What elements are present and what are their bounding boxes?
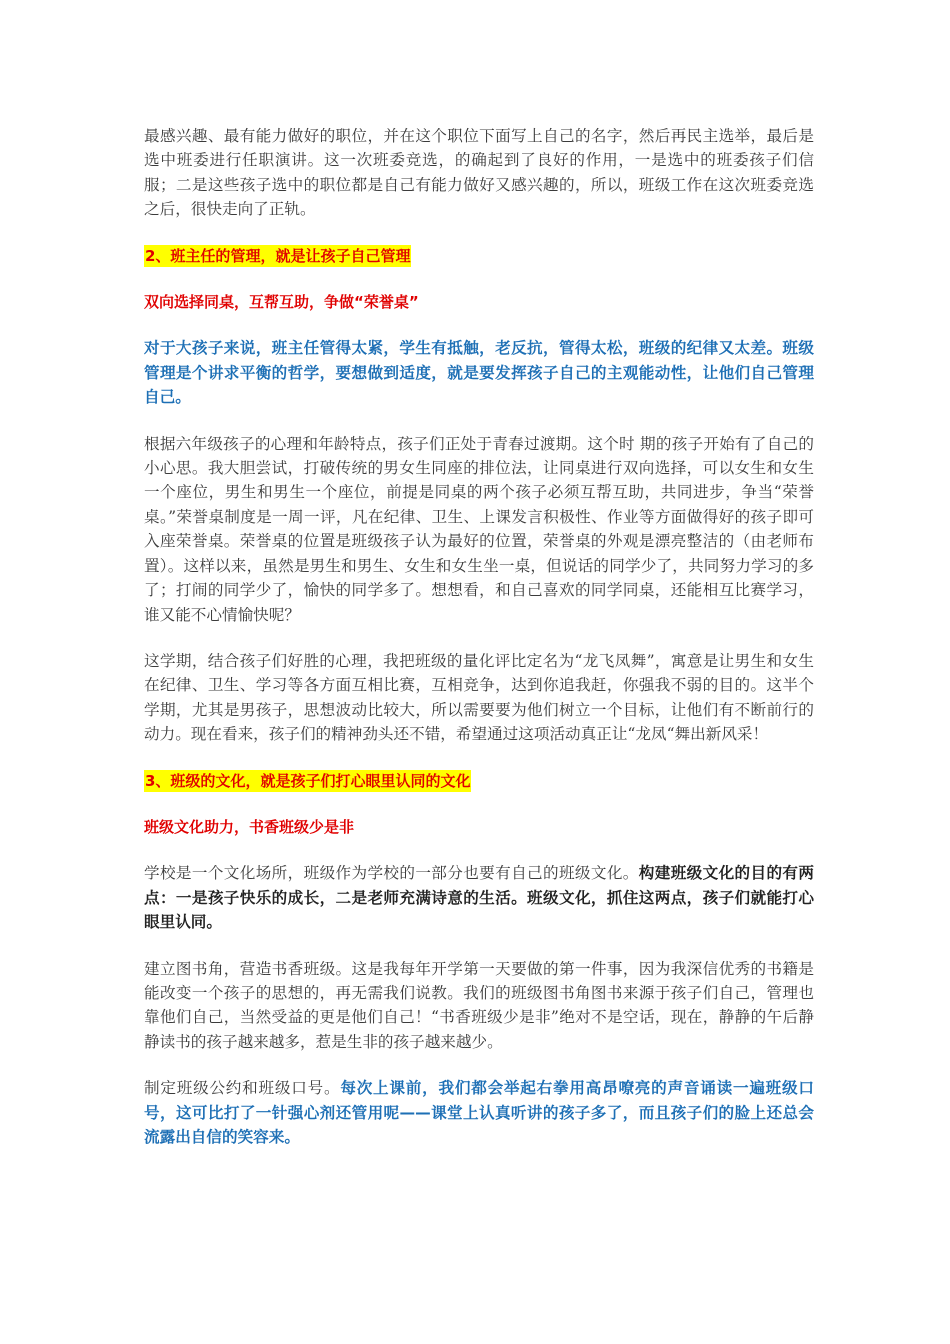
section-3-subheading-wrap	[144, 815, 814, 839]
paragraph-class-culture	[144, 861, 814, 934]
class-culture-plain-text: 学校是一个文化场所，班级作为学校的一部分也要有自己的班级文化。	[144, 864, 639, 883]
section-2-heading-wrap	[144, 244, 814, 268]
class-slogan-plain-text: 制定班级公约和班级口号。	[144, 1079, 341, 1098]
paragraph-dragon-phoenix: 这学期，结合孩子们好胜的心理，我把班级的量化评比定名为“龙飞凤舞”，寓意是让男生和女生在纪律、卫生、学习等各方面互相比赛，互相竞争，达到你追我赶，你强我不弱的目的。这半个学期，尤其是男孩子，思想波动比较大，所以需要要为他们树立一个目标，让他们有不断前行的动力。现在看来，孩子们的精神劲头还不错，希望通过这项活动真正让“龙凤“舞出新风采！	[144, 651, 814, 744]
paragraph-honor-desk: 根据六年级孩子的心理和年龄特点，孩子们正处于青春过渡期。这个时 期的孩子开始有了自己的小心思。我大胆尝试，打破传统的男女生同座的排位法，让同桌进行双向选择，可以女生和女生一个座位，男生和男生一个座位，前提是同桌的两个孩子必须互帮互助，共同进步，争当“荣誉桌。”荣誉桌制度是一周一评，凡在纪律、卫生、上课发言积极性、作业等方面做得好的孩子即可入座荣誉桌。荣誉桌的位置是班级孩子认为最好的位置，荣誉桌的外观是漂亮整洁的（由老师布置）。这样以来，虽然是男生和男生、女生和女生坐一桌，但说话的同学少了，共同努力学习的多了；打闹的同学少了，愉快的同学多了。想想看，和自己喜欢的同学同桌，还能相互比赛学习，谁又能不心情愉快呢？	[144, 434, 814, 624]
document-body	[144, 124, 814, 1171]
section-3-subheading: 班级文化助力，书香班级少是非	[144, 817, 355, 836]
paragraph-management-philosophy: 对于大孩子来说，班主任管得太紧，学生有抵触，老反抗，管得太松，班级的纪律又太差。班级管理是个讲求平衡的哲学，要想做到适度，就是要发挥孩子自己的主观能动性，让他们自己管理自己。	[144, 339, 814, 407]
section-2-subheading-wrap	[144, 290, 814, 314]
class-culture-bold-text: 构建班级文化的目的有两点：一是孩子快乐的成长，二是老师充满诗意的生活。班级文化，抓住这两点，孩子们就能打心眼里认同。	[144, 864, 814, 932]
class-slogan-blue-text: 每次上课前，我们都会举起右拳用高昂嘹亮的声音诵读一遍班级口号，这可比打了一针强心剂还管用呢——课堂上认真听讲的孩子多了，而且孩子们的脸上还总会流露出自信的笑容来。	[144, 1079, 814, 1146]
paragraph-book-corner: 建立图书角，营造书香班级。这是我每年开学第一天要做的第一件事，因为我深信优秀的书籍是能改变一个孩子的思想的，再无需我们说教。我们的班级图书角图书来源于孩子们自己，管理也靠他们自己，当然受益的更是他们自己！“书香班级少是非”绝对不是空话，现在，静静的午后静静读书的孩子越来越多，惹是生非的孩子越来越少。	[144, 959, 814, 1051]
section-2-subheading: 双向选择同桌，互帮互助，争做“荣誉桌”	[144, 293, 419, 312]
section-2-heading: 2、班主任的管理，就是让孩子自己管理	[145, 246, 411, 265]
paragraph-class-committee: 最感兴趣、最有能力做好的职位，并在这个职位下面写上自己的名字，然后再民主选举，最后是选中班委进行任职演讲。这一次班委竞选，的确起到了良好的作用，一是选中的班委孩子们信服；二是这些孩子选中的职位都是自己有能力做好又感兴趣的，所以，班级工作在这次班委竞选之后，很快走向了正轨。	[144, 127, 814, 219]
paragraph-class-slogan	[144, 1076, 814, 1149]
section-3-heading-wrap	[144, 769, 814, 793]
section-3-heading: 3、班级的文化，就是孩子们打心眼里认同的文化	[145, 771, 471, 790]
